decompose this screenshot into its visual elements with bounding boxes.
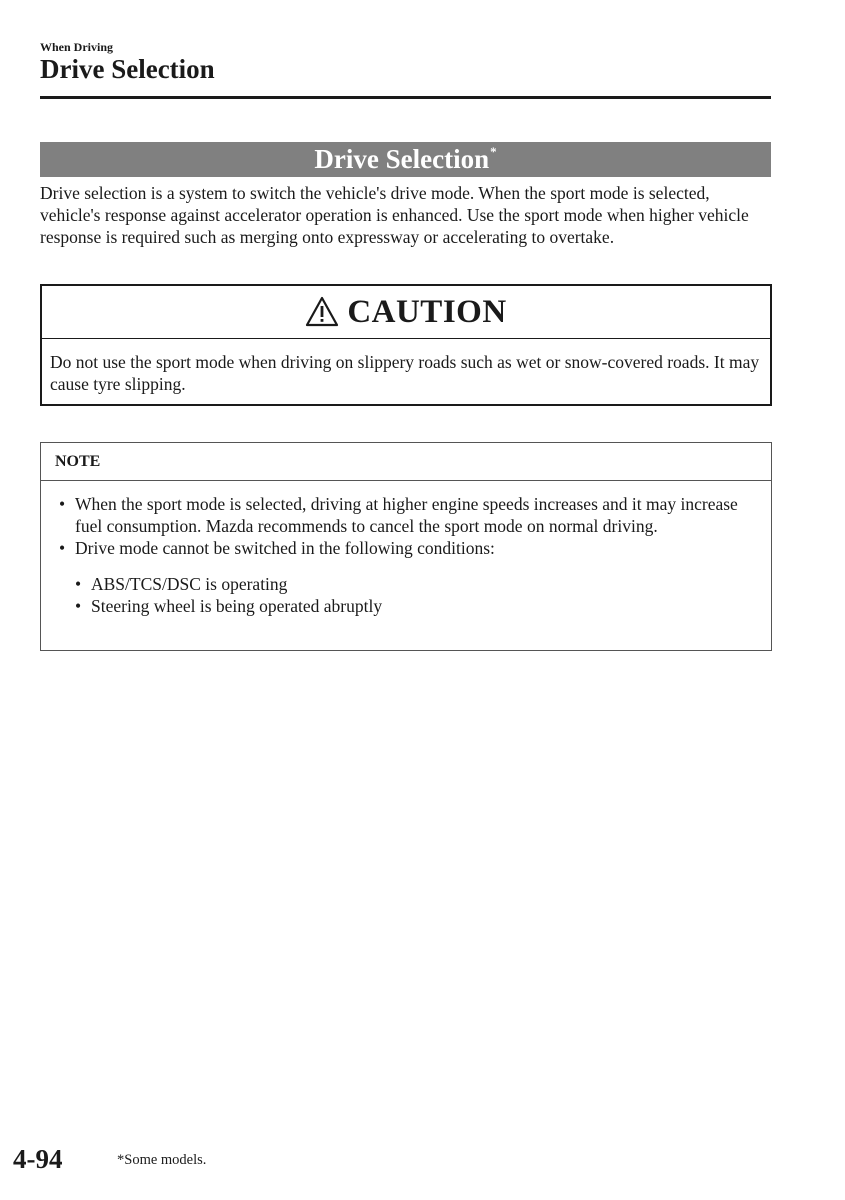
condition-text: Steering wheel is being operated abruptly <box>91 596 383 616</box>
caution-title: CAUTION <box>347 293 507 330</box>
list-item <box>75 595 759 617</box>
bullet-marker: • <box>59 494 66 514</box>
list-item <box>59 537 759 617</box>
note-title: NOTE <box>41 443 771 481</box>
header-rule <box>40 96 771 99</box>
warning-triangle-icon <box>305 296 339 328</box>
bullet-marker: • <box>75 574 82 594</box>
running-header-section: When Driving <box>40 40 114 54</box>
bullet-marker: • <box>59 538 66 558</box>
list-item <box>75 573 759 595</box>
caution-text: Do not use the sport mode when driving on slippery roads such as wet or snow-covered roads. It may cause tyre slipping. <box>50 352 760 394</box>
intro-paragraph: Drive selection is a system to switch the vehicle's drive mode. When the sport mode is selected, vehicle's response against accelerator operation is enhanced. Use the sport mode when higher vehicle response is required such as merging onto expressway or accelerating to overtake. <box>40 183 749 247</box>
caution-box <box>40 284 772 406</box>
condition-text: ABS/TCS/DSC is operating <box>91 574 288 594</box>
models-marker: * <box>490 144 497 159</box>
note-box <box>40 442 772 651</box>
condition-list <box>75 573 759 617</box>
bullet-marker: • <box>75 596 82 616</box>
caution-header <box>42 286 770 339</box>
page-number: 4-94 <box>13 1144 63 1174</box>
list-item <box>59 493 759 537</box>
section-heading-title: Drive Selection <box>314 144 490 174</box>
note-list <box>59 493 759 617</box>
section-heading-bar <box>40 142 771 177</box>
note-item-text: When the sport mode is selected, driving at higher engine speeds increases and it may increase fuel consumption. Mazda recommends to cancel the sport mode on normal driving. <box>75 494 738 536</box>
page-title: Drive Selection <box>40 54 215 84</box>
note-item-text: Drive mode cannot be switched in the following conditions: <box>75 538 495 558</box>
footnote: *Some models. <box>117 1152 207 1168</box>
